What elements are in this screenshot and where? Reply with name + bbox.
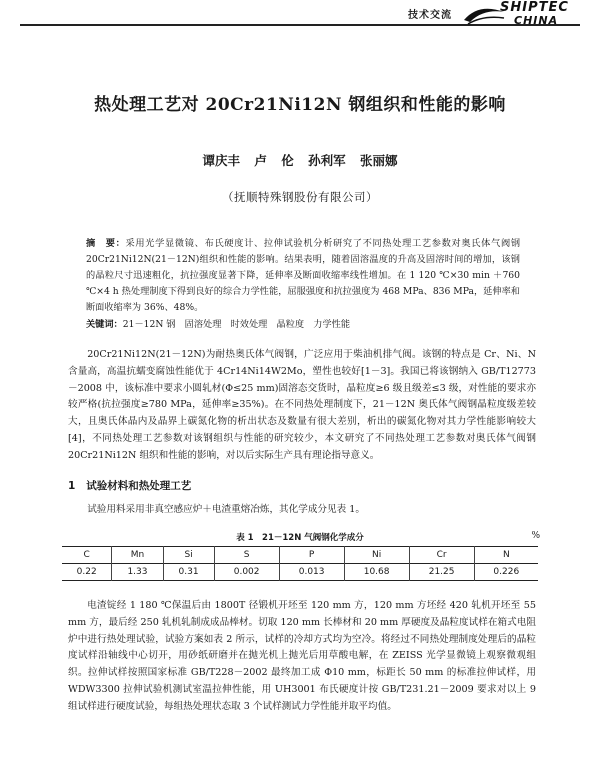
composition-table (62, 546, 538, 581)
article-title: 热处理工艺对 20Cr21Ni12N 钢组织和性能的影响 (94, 95, 506, 115)
table-cell: 10.68 (344, 564, 409, 581)
table-header-cell: N (474, 547, 538, 564)
keywords-label: 关键词： (86, 319, 123, 330)
table-cell: 0.226 (474, 564, 538, 581)
table-header-row (62, 547, 538, 564)
table-header-cell: Si (163, 547, 214, 564)
table-cell: 21.25 (409, 564, 474, 581)
section-heading (68, 478, 191, 493)
table-header-cell: P (279, 547, 344, 564)
keywords-text: 21－12N 钢 固溶处理 时效处理 晶粒度 力学性能 (122, 319, 351, 330)
process-paragraph: 电渣锭经 1 180 ℃保温后由 1800T 径锻机开坯至 120 mm 方，120 mm 方坯经 420 轧机开坯至 55 mm 方，最后经 250 轧机轧制成成品棒材。切取 120 mm 长棒材和 20 mm 厚硬度及晶粒度试样在箱式电阻炉中进行热处理试验，试验方案如表 2 所示，试样的冷却方式均为空冷。将经过不同热处理制度处理后的晶粒度试样沿轴线中心切开，用砂纸研磨并在抛光机上抛光后用草酸电解，在 ZEISS 光学显微镜上观察微观组织。拉伸试样按照国家标准 GB/T228－2002 最终加工成 Φ10 mm，标距长 50 mm 的标准拉伸试样，用 WDW3300 拉伸试验机测试室温拉伸性能，用 UH3001 布氏硬度计按 GB/T231.21－2009 要求对以上 9 组试样进行硬度试验，每组热处理状态取 3 个试样测试力学性能并取平均值。 (68, 600, 536, 712)
intro-paragraph: 20Cr21Ni12N(21－12N)为耐热奥氏体气阀钢，广泛应用于柴油机排气阀。该钢的特点是 Cr、Ni、N 含量高，高温抗蠕变腐蚀性能优于 4Cr14Ni14W2Mo，塑性也较好[1－3]。我国已将该钢纳入 GB/T12773－2008 中，该标准中要求小圆轧材(Φ≤25 mm)固溶态交货时，晶粒度≥6 级且级差≤3 级，对性能的要求亦较严格(抗拉强度≥780 MPa，延伸率≥35%)。在不同热处理制度下，21－12N 奥氏体气阀钢晶粒度级差较大，且奥氏体晶内及晶界上碳氮化物的析出状态及数量有很大差别，析出的碳氮化物对其力学性能影响较大[4]，不同热处理工艺参数对该钢组织与性能的研究较少，本文研究了不同热处理工艺参数对奥氏体气阀钢 20Cr21Ni12N 组织和性能的影响，对以后实际生产具有理论指导意义。 (68, 349, 536, 461)
keywords (86, 316, 520, 330)
table-cell: 0.013 (279, 564, 344, 581)
section1-paragraph: 试验用料采用非真空感应炉＋电渣重熔冶炼，其化学成分见表 1。 (87, 504, 365, 515)
journal-logo (462, 0, 572, 28)
table-header-cell: Mn (112, 547, 163, 564)
author-affiliation: （抚顺特殊钢股份有限公司） (222, 190, 378, 204)
author-list: 谭庆丰 卢 伦 孙利军 张丽娜 (202, 153, 398, 168)
table-cell: 1.33 (112, 564, 163, 581)
section-number: 1 (68, 480, 76, 492)
abstract (86, 236, 520, 316)
table-header-cell: S (214, 547, 279, 564)
table-cell: 0.22 (76, 567, 97, 577)
logo-text-shiptec: SHIPTEC (500, 0, 569, 15)
table-header-cell: C (83, 550, 90, 560)
running-header-section: 技术交流 (408, 10, 452, 21)
abstract-text: 采用光学显微镜、布氏硬度计、拉伸试验机分析研究了不同热处理工艺参数对奥氏体气阀钢 20Cr21Ni12N(21－12N)组织和性能的影响。结果表明，随着固溶温度的升高及固溶时间的增加，该钢的晶粒尺寸迅速粗化，抗拉强度显著下降，延伸率及断面收缩率线性增加。在 1 120 ℃×30 min ＋760 ℃×4 h 热处理制度下得到良好的综合力学性能，屈服强度和抗拉强度为 468 MPa、836 MPa，延伸率和断面收缩率为 36%、48%。 (86, 238, 521, 313)
table-caption: 表 1 21－12N 气阀钢化学成分 (236, 533, 364, 543)
table-cell: 0.002 (214, 564, 279, 581)
table-unit: % (531, 531, 540, 541)
table-header-cell: Cr (409, 547, 474, 564)
table-cell: 0.31 (163, 564, 214, 581)
logo-text-china: CHINA (514, 14, 559, 27)
table-header-cell: Ni (344, 547, 409, 564)
table-row (62, 564, 538, 581)
abstract-label: 摘 要： (86, 238, 126, 249)
section-title: 试验材料和热处理工艺 (86, 480, 192, 492)
